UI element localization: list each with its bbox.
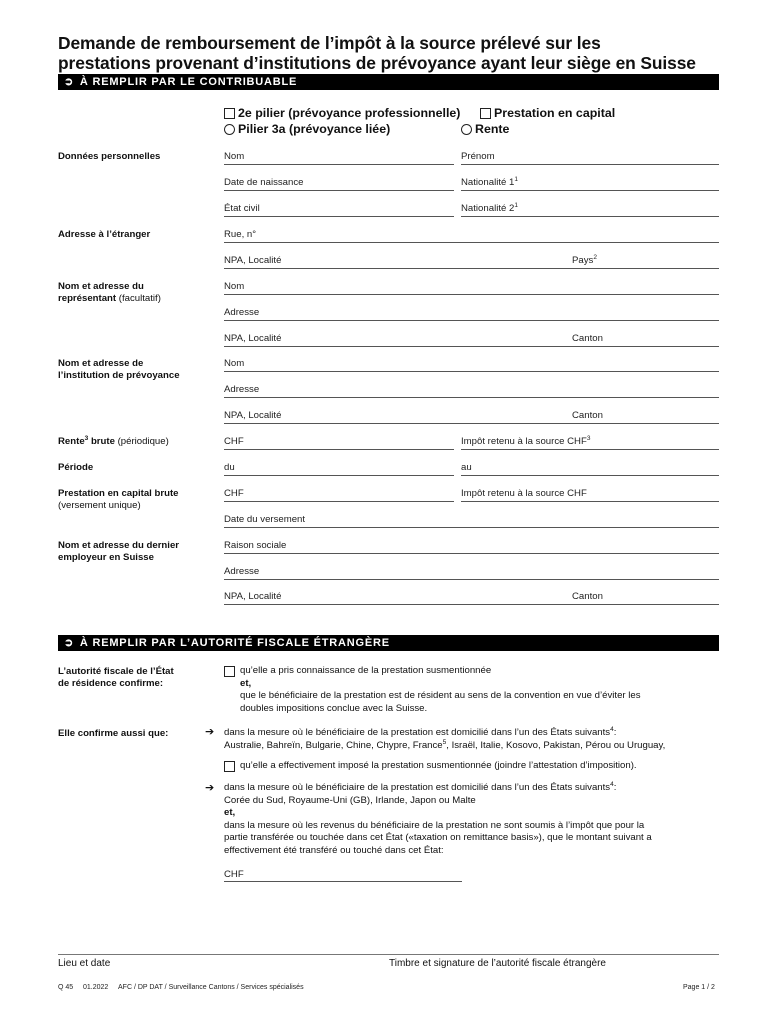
- input-inst-nom[interactable]: [224, 371, 719, 372]
- field-payment-date: Date du versement: [224, 514, 306, 525]
- section-bar-authority: [58, 635, 719, 651]
- field-dob: Date de naissance: [224, 177, 304, 188]
- footer-org: AFC / DP DAT / Surveillance Cantons / Services spécialisés: [118, 984, 304, 991]
- checkbox-icon[interactable]: [224, 108, 235, 119]
- field-remittance-chf: CHF: [224, 869, 244, 880]
- arrow-icon: ➲: [64, 637, 75, 649]
- field-emp-npa: NPA, Localité: [224, 591, 282, 602]
- radio-icon[interactable]: [224, 124, 235, 135]
- title-line-1: Demande de remboursement de l’impôt à la source prélevé sur les: [58, 33, 601, 53]
- field-rep-nom: Nom: [224, 281, 245, 292]
- option-capital-label: Prestation en capital: [494, 106, 616, 120]
- input-inst-address[interactable]: [224, 397, 719, 398]
- input-dob[interactable]: [224, 190, 454, 191]
- field-civil: État civil: [224, 203, 260, 214]
- footer-code: Q 45: [58, 984, 74, 991]
- input-nat2[interactable]: [461, 216, 719, 217]
- signature-divider: [58, 954, 719, 955]
- title-line-2: prestations provenant d’institutions de prévoyance ayant leur siège en Suisse: [58, 53, 696, 73]
- footer-date: 01.2022: [83, 984, 109, 991]
- input-remittance-chf[interactable]: [224, 881, 462, 882]
- option-pension[interactable]: [461, 122, 509, 136]
- field-tax-capital: Impôt retenu à la source CHF: [461, 488, 587, 499]
- text-states-1: dans la mesure où le bénéficiaire de la prestation est domicilié dans l’un des États suivants$^4$: Australie, Bahreïn, Bulgarie, Chine, Chypre, France$^5$, Israël, Italie, Kosovo, Pakistan, Pérou ou Uruguay,: [224, 726, 666, 751]
- field-street: Rue, n°: [224, 229, 257, 240]
- section-bar-taxpayer: [58, 74, 719, 90]
- input-emp-address[interactable]: [224, 579, 719, 580]
- text-aware: qu’elle a pris connaissance de la prestation susmentionnée et, que le bénéficiaire de la prestation est de résident au sens de la convention en vue d’éviter les doubles impositions conclue avec la Suisse.: [240, 665, 641, 714]
- label-also-confirms: Elle confirme aussi que:: [58, 728, 169, 739]
- option-pillar2[interactable]: [224, 106, 460, 120]
- arrow-right-icon: ➔: [205, 725, 215, 738]
- field-nat1: Nationalité $1^1$: [461, 176, 518, 188]
- input-street[interactable]: [224, 242, 719, 243]
- input-npa-country[interactable]: [224, 268, 719, 269]
- option-capital[interactable]: [480, 106, 615, 120]
- label-institution: Nom et adresse de l’institution de prévoyance: [58, 358, 180, 381]
- label-foreign-address: Adresse à l’étranger: [58, 229, 151, 240]
- page-title: [58, 33, 728, 73]
- label-personal-data: Données personnelles: [58, 151, 161, 162]
- label-capital: Prestation en capital brute (versement unique): [58, 488, 179, 511]
- input-company[interactable]: [224, 553, 719, 554]
- option-pension-label: Rente: [475, 122, 510, 136]
- field-rep-address: Adresse: [224, 307, 260, 318]
- field-tax-pension: Impôt retenu à la source CHF$^3$: [461, 435, 591, 447]
- checkbox-taxed[interactable]: [224, 761, 235, 772]
- option-pillar3a[interactable]: [224, 122, 390, 136]
- field-rep-npa: NPA, Localité: [224, 333, 282, 344]
- input-rep-nom[interactable]: [224, 294, 719, 295]
- field-from: du: [224, 462, 235, 473]
- input-emp-npa[interactable]: [224, 604, 719, 605]
- option-pillar2-label: 2e pilier (prévoyance professionnelle): [238, 106, 461, 120]
- input-civil[interactable]: [224, 216, 454, 217]
- input-to[interactable]: [461, 475, 719, 476]
- checkbox-icon[interactable]: [480, 108, 491, 119]
- label-pension: Rente$^3$ brute (périodique): [58, 435, 169, 447]
- arrow-right-icon: ➔: [205, 781, 215, 794]
- field-nom: Nom: [224, 151, 245, 162]
- input-nat1[interactable]: [461, 190, 719, 191]
- radio-icon[interactable]: [461, 124, 472, 135]
- input-inst-npa[interactable]: [224, 423, 719, 424]
- field-nat2: Nationalité $2^1$: [461, 202, 518, 214]
- input-pension-chf[interactable]: [224, 449, 454, 450]
- input-rep-npa[interactable]: [224, 346, 719, 347]
- field-inst-nom: Nom: [224, 358, 245, 369]
- checkbox-aware[interactable]: [224, 666, 235, 677]
- place-date-label: Lieu et date: [58, 958, 111, 969]
- field-rep-canton: Canton: [572, 333, 603, 344]
- input-payment-date[interactable]: [224, 527, 719, 528]
- field-to: au: [461, 462, 472, 473]
- input-prenom[interactable]: [461, 164, 719, 165]
- label-authority-confirms: L’autorité fiscale de l’État de résidence confirme:: [58, 666, 174, 689]
- text-taxed: qu’elle a effectivement imposé la prestation susmentionnée (joindre l’attestation d’imposition).: [240, 760, 637, 771]
- input-tax-capital[interactable]: [461, 501, 719, 502]
- field-prenom: Prénom: [461, 151, 495, 162]
- option-pillar3a-label: Pilier 3a (prévoyance liée): [238, 122, 391, 136]
- input-capital-chf[interactable]: [224, 501, 454, 502]
- field-country: Pays$^2$: [572, 254, 597, 266]
- label-representative: Nom et adresse du représentant (facultatif): [58, 281, 161, 304]
- field-pension-chf: CHF: [224, 436, 244, 447]
- section-title-taxpayer: À REMPLIR PAR LE CONTRIBUABLE: [79, 76, 298, 88]
- field-inst-address: Adresse: [224, 384, 260, 395]
- label-employer: Nom et adresse du dernier employeur en Suisse: [58, 540, 180, 563]
- field-emp-address: Adresse: [224, 566, 260, 577]
- footer-page: Page 1 / 2: [683, 984, 715, 991]
- field-company: Raison sociale: [224, 540, 287, 551]
- input-rep-address[interactable]: [224, 320, 719, 321]
- field-inst-npa: NPA, Localité: [224, 410, 282, 421]
- field-inst-canton: Canton: [572, 410, 603, 421]
- field-npa: NPA, Localité: [224, 255, 282, 266]
- input-tax-pension[interactable]: [461, 449, 719, 450]
- arrow-icon: ➲: [64, 76, 75, 88]
- input-from[interactable]: [224, 475, 454, 476]
- label-period: Période: [58, 462, 94, 473]
- field-capital-chf: CHF: [224, 488, 244, 499]
- input-nom[interactable]: [224, 164, 454, 165]
- field-emp-canton: Canton: [572, 591, 603, 602]
- section-title-authority: À REMPLIR PAR L’AUTORITÉ FISCALE ÉTRANGÈRE: [79, 637, 390, 649]
- stamp-label: Timbre et signature de l’autorité fiscale étrangère: [389, 958, 606, 969]
- text-states-2: dans la mesure où le bénéficiaire de la prestation est domicilié dans l’un des États suivants$^4$: Corée du Sud, Royaume-Uni (GB), Irlande, Japon ou Malte et, dans la mesure où les revenus du bénéficiaire de la prestation ne sont soumis à l’impôt que pour la partie transférée ou touchée dans cet État («taxation on remittance basis»), que le montant suivant a effectivement été transféré ou touché dans cet État:: [224, 781, 652, 856]
